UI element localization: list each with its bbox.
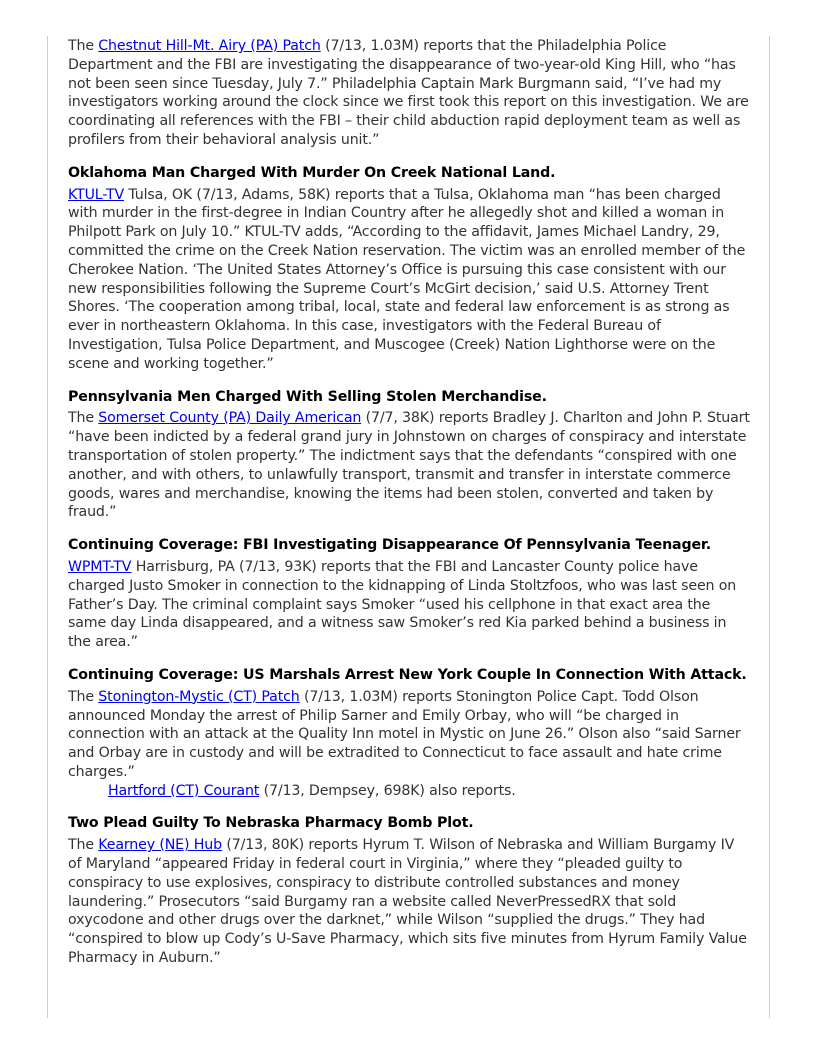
also-reports — [68, 782, 750, 801]
article-body — [68, 186, 750, 374]
source-link[interactable]: KTUL-TV — [68, 186, 125, 203]
body-text: (7/13, 1.03M) reports Stonington Police Capt. Todd Olson announced Monday the arrest of Philip Sarner and Emily Orbay, who will “be charged in connection with an attack at the Quality Inn motel in Mystic on June 26.” Olson also “said Sarner and Orbay are in custody and will be extradited to Connecticut to face assault and hate crime charges.” — [68, 688, 741, 780]
body-text: (7/7, 38K) reports Bradley J. Charlton and John P. Stuart “have been indicted by a federal grand jury in Johnstown on charges of conspiracy and interstate transportation of stolen property.” The indictment says that the defendants “conspired with one another, and with others, to unlawfully transport, transmit and transfer in interstate commerce goods, wares and merchandise, knowing the items had been stolen, converted and taken by fraud.” — [68, 410, 750, 521]
body-text: The — [68, 38, 99, 54]
source-link[interactable]: Kearney (NE) Hub — [98, 837, 222, 854]
article-headline: Oklahoma Man Charged With Murder On Creek National Land. — [68, 164, 556, 181]
article-headline: Continuing Coverage: US Marshals Arrest New York Couple In Connection With Attack. — [68, 666, 747, 683]
body-text: (7/13, 1.03M) reports that the Philadelphia Police Department and the FBI are investigating the disappearance of two-year-old King Hill, who “has not been seen since Tuesday, July 7.” Philadelphia Captain Mark Burgmann said, “I’ve had my investigators working around the clock since we first took this report on this investigation. We are coordinating all references with the FBI – their child abduction rapid deployment team as well as profilers from their behavioral analysis unit.” — [68, 38, 749, 148]
article-body — [68, 37, 750, 150]
body-text: Tulsa, OK (7/13, Adams, 58K) reports that a Tulsa, Oklahoma man “has been charged with murder in the first-degree in Indian Country after he allegedly shot and killed a woman in Philpott Park on July 10.” KTUL-TV adds, “According to the affidavit, James Michael Landry, 29, committed the crime on the Creek Nation reservation. The victim was an enrolled member of the Cherokee Nation. ‘The United States Attorney’s Office is pursuing this case consistent with our new responsibilities following the Supreme Court’s McGirt decision,’ said U.S. Attorney Trent Shores. ‘The cooperation among tribal, local, state and federal law enforcement is as strong as ever in northeastern Oklahoma. In this case, investigators with the Federal Bureau of Investigation, Tulsa Police Department, and Muscogee (Creek) Nation Lighthorse were on the scene and working together.” — [68, 186, 746, 372]
article-headline: Pennsylvania Men Charged With Selling Stolen Merchandise. — [68, 388, 547, 405]
body-text: (7/13, Dempsey, 698K) also reports. — [259, 782, 516, 799]
source-link[interactable]: Hartford (CT) Courant — [108, 782, 260, 799]
article-body — [68, 409, 750, 522]
source-link[interactable]: WPMT-TV — [68, 558, 132, 575]
article-headline: Continuing Coverage: FBI Investigating Disappearance Of Pennsylvania Teenager. — [68, 537, 711, 554]
article-body — [68, 558, 750, 652]
body-text: The — [68, 410, 99, 427]
article-body — [68, 836, 750, 968]
article-body — [68, 688, 750, 782]
news-content — [68, 37, 750, 968]
source-link[interactable]: Somerset County (PA) Daily American — [98, 410, 362, 427]
source-link[interactable]: Chestnut Hill-Mt. Airy (PA) Patch — [98, 38, 321, 54]
body-text: The — [68, 837, 99, 854]
article-headline: Two Plead Guilty To Nebraska Pharmacy Bomb Plot. — [68, 815, 474, 832]
body-text: Harrisburg, PA (7/13, 93K) reports that the FBI and Lancaster County police have charged Justo Smoker in connection to the kidnapping of Linda Stoltzfoos, who was last seen on Father’s Day. The criminal complaint says Smoker “used his cellphone in that exact area the same day Linda disappeared, and a witness saw Smoker’s red Kia parked behind a business in the area.” — [68, 558, 737, 651]
body-text: The — [68, 688, 99, 705]
body-text: (7/13, 80K) reports Hyrum T. Wilson of Nebraska and William Burgamy IV of Maryland “appeared Friday in federal court in Virginia,” where they “pleaded guilty to conspiracy to use explosives, conspiracy to distribute controlled substances and money laundering.” Prosecutors “said Burgamy ran a website called NeverPressedRX that sold oxycodone and other drugs over the darknet,” while Wilson “supplied the drugs.” They had “conspired to blow up Cody’s U-Save Pharmacy, which sits five minutes from Hyrum Family Value Pharmacy in Auburn.” — [68, 837, 747, 967]
source-link[interactable]: Stonington-Mystic (CT) Patch — [98, 688, 300, 705]
